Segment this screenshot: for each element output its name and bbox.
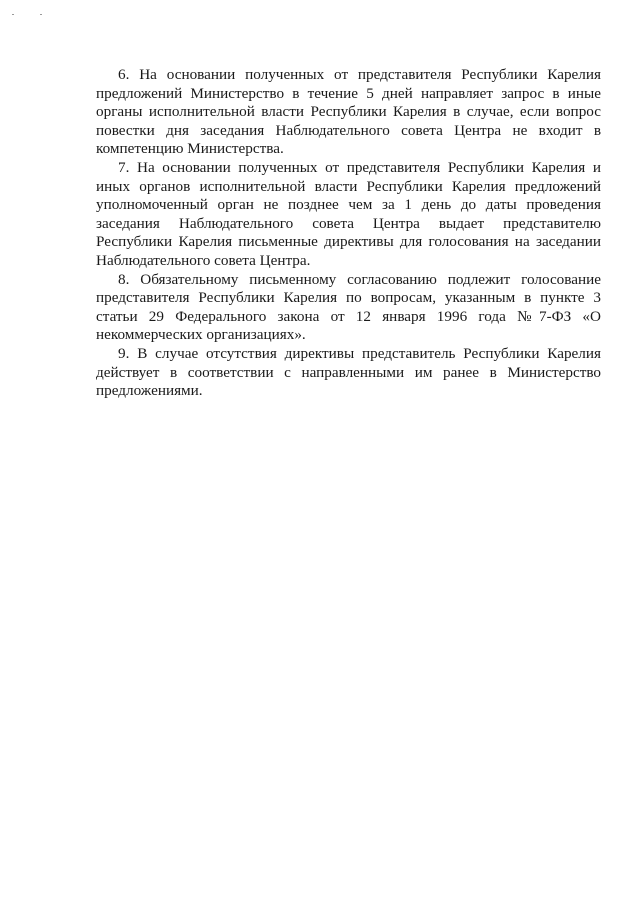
scan-dot — [40, 14, 42, 15]
paragraph-6: 6. На основании полученных от представителя Республики Карелия предложений Министерство в течение 5 дней направляет запрос в иные органы исполнительной власти Республики Карелия в случае, если вопрос повестки дня заседания Наблюдательного совета Центра не входит в компетенцию Министерства. — [96, 66, 601, 158]
paragraph-9: 9. В случае отсутствия директивы представитель Республики Карелия действует в соответствии с направленными им ранее в Министерство предложениями. — [96, 344, 601, 400]
paragraph-7: 7. На основании полученных от представителя Республики Карелия и иных органов исполнительной власти Республики Карелия предложений уполномоченный орган не позднее чем за 1 день до даты проведения заседания Наблюдательного совета Центра выдает представителю Республики Карелия письменные директивы для голосования на заседании Наблюдательного совета Центра. — [96, 158, 601, 269]
scan-dot — [12, 14, 14, 15]
document-body — [96, 66, 601, 401]
paragraph-8: 8. Обязательному письменному согласованию подлежит голосование представителя Республики Карелия по вопросам, указанным в пункте 3 статьи 29 Федерального закона от 12 января 1996 года №7-ФЗ «О некоммерческих организациях». — [96, 270, 601, 344]
scan-artifact-marks — [12, 14, 52, 18]
